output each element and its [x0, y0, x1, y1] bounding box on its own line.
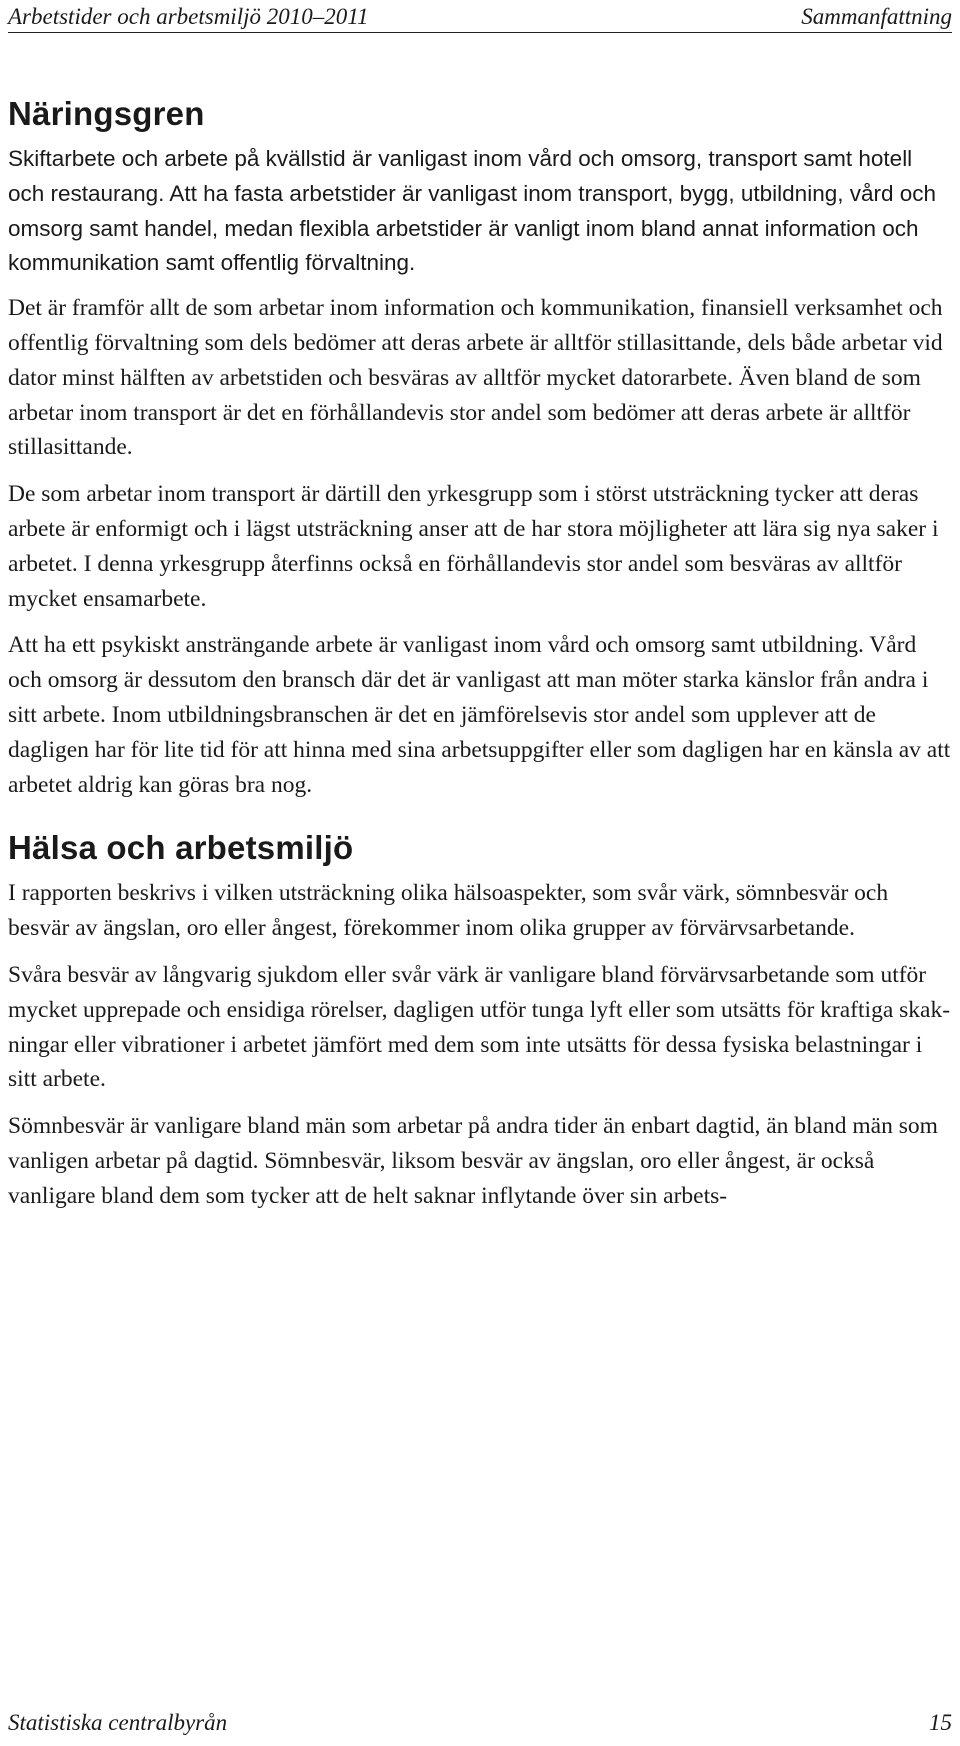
section-heading-naringsgren: Näringsgren [8, 95, 205, 132]
header-chapter-title: Sammanfattning [801, 4, 952, 29]
paragraph: I rapporten beskrivs i vilken utsträckning olika hälsoaspekter, som svår värk, sömnbesvär och besvär av ängslan, oro eller ångest, förekommer inom olika grupper av förvärvsarbetande. [8, 880, 889, 942]
running-header [8, 2, 952, 33]
paragraph: Sömnbesvär är vanligare bland män som arbetar på andra tider än enbart dagtid, än bland män som vanligen arbetar på dagtid. Sömnbesvär, liksom besvär av ängslan, oro eller ångest, är också vanligare bland dem som tycker att de helt saknar inflytande över sin arbets- [8, 1113, 938, 1209]
paragraph: Det är framför allt de som arbetar inom information och kommunikation, finansiell verksamhet och offentlig förvaltning som dels bedömer att deras arbete är alltför stillasittande, dels både arbetar vid dator minst hälften av arbetstiden och besväras av alltför mycket datorarbete. Även bland de som arbetar inom transport är det en förhållandevis stor andel som bedömer att deras arbete är alltför stillasittande. [8, 295, 943, 461]
paragraph: Att ha ett psykiskt ansträngande arbete är vanligast inom vård och omsorg samt utbildning. Vård och omsorg är dessutom den bransch där det är vanligast att man möter starka känslor från andra i sitt arbete. Inom utbildningsbranschen är det en jämförelsevis stor andel som upplever att de dagligen har för lite tid för att hinna med sina arbetsuppgifter eller som dagligen har en känsla av att arbetet aldrig kan göras bra nog. [8, 632, 951, 798]
page-content [8, 94, 952, 1226]
header-report-title: Arbetstider och arbetsmiljö 2010–2011 [8, 4, 369, 29]
paragraph: Skiftarbete och arbete på kvällstid är vanligast inom vård och omsorg, transport samt hotell och restaurang. Att ha fasta arbetstider är vanligast inom transport, bygg, utbildning, vård och omsorg samt handel, medan flexibla arbetstider är vanligt inom bland annat information och kommunikation samt offentlig förvaltning. [8, 146, 937, 276]
paragraph: Svåra besvär av långvarig sjukdom eller svår värk är vanligare bland förvärvsarbetande som utför mycket upprepade och ensidiga rörelser, dagligen utför tunga lyft eller som utsätts för kraftiga skakningar eller vibrationer i arbetet jämfört med dem som inte utsätts för dessa fysiska belastningar i sitt arbete. [8, 961, 951, 1093]
paragraph: De som arbetar inom transport är därtill den yrkesgrupp som i störst utsträckning tycker att deras arbete är enformigt och i lägst utsträckning anser att de har stora möjligheter att lära sig nya saker i arbetet. I denna yrkesgrupp återfinns också en förhållandevis stor andel som besväras av alltför mycket ensamarbete. [8, 481, 939, 612]
section-heading-halsa-och-arbetsmiljo: Hälsa och arbetsmiljö [8, 829, 354, 867]
page-number: 15 [929, 1710, 952, 1735]
footer-publisher: Statistiska centralbyrån [8, 1710, 228, 1735]
